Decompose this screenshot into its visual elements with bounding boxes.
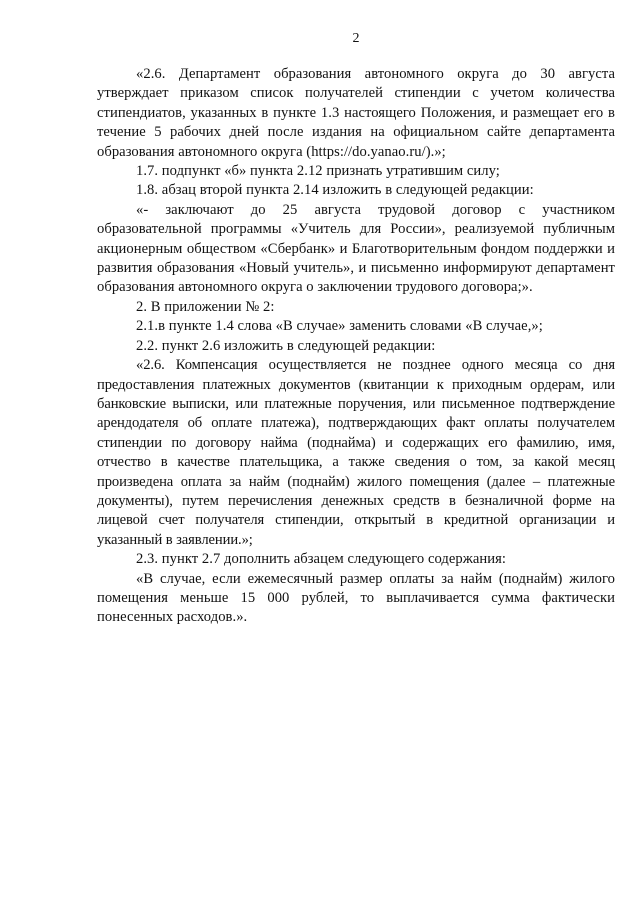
paragraph-2-2: 2.2. пункт 2.6 изложить в следующей редакции:: [136, 337, 436, 354]
document-page: [97, 30, 615, 628]
paragraph-2-1: 2.1.в пункте 1.4 слова «В случае» заменить словами «В случае,»;: [136, 318, 543, 335]
paragraph-2-6-department: «2.6. Департамент образования автономного округа до 30 августа утверждает приказом список получателей стипендии с учетом количества стипендиатов, указанных в пункте 1.3 настоящего Положения, и размещает его в течение 5 рабочих дней после издания на официальном сайте департамента образования автономного округа (https://do.yanao.ru/).»;: [97, 66, 615, 160]
paragraph-appendix-2: 2. В приложении № 2:: [136, 298, 275, 315]
paragraph-2-6-compensation: «2.6. Компенсация осуществляется не позднее одного месяца со дня предоставления платежных документов (квитанции к приходным ордерам, или банковские выписки, или платежные поручения, или письменное подтверждение арендодателя об оплате платежа), подтверждающих факт оплаты получателем стипендии по договору найма (поднайма) и содержащих его фамилию, имя, отчество в качестве плательщика, а также сведения о том, за какой месяц произведена оплата за найм (поднайм) жилого помещения (далее – платежные документы), путем перечисления денежных средств в безналичной форме на лицевой счет получателя стипендии, открытый в кредитной организации и указанный в заявлении.»;: [97, 357, 615, 548]
paragraph-teacher-contract: «- заключают до 25 августа трудовой договор с участником образовательной программы «Учитель для России», реализуемой публичным акционерным обществом «Сбербанк» и Благотворительным фондом поддержки и развития образования «Новый учитель», и письменно информируют департамент образования автономного округа о заключении трудового договора;».: [97, 201, 615, 296]
paragraph-2-3: 2.3. пункт 2.7 дополнить абзацем следующего содержания:: [136, 551, 507, 568]
paragraph-1-7: 1.7. подпункт «б» пункта 2.12 признать утратившим силу;: [136, 163, 500, 180]
paragraph-monthly-payment: «В случае, если ежемесячный размер оплаты за найм (поднайм) жилого помещения меньше 15 000 рублей, то выплачивается сумма фактически понесенных расходов.».: [97, 570, 615, 626]
page-number: 2: [352, 31, 360, 46]
paragraph-1-8: 1.8. абзац второй пункта 2.14 изложить в следующей редакции:: [136, 182, 534, 199]
